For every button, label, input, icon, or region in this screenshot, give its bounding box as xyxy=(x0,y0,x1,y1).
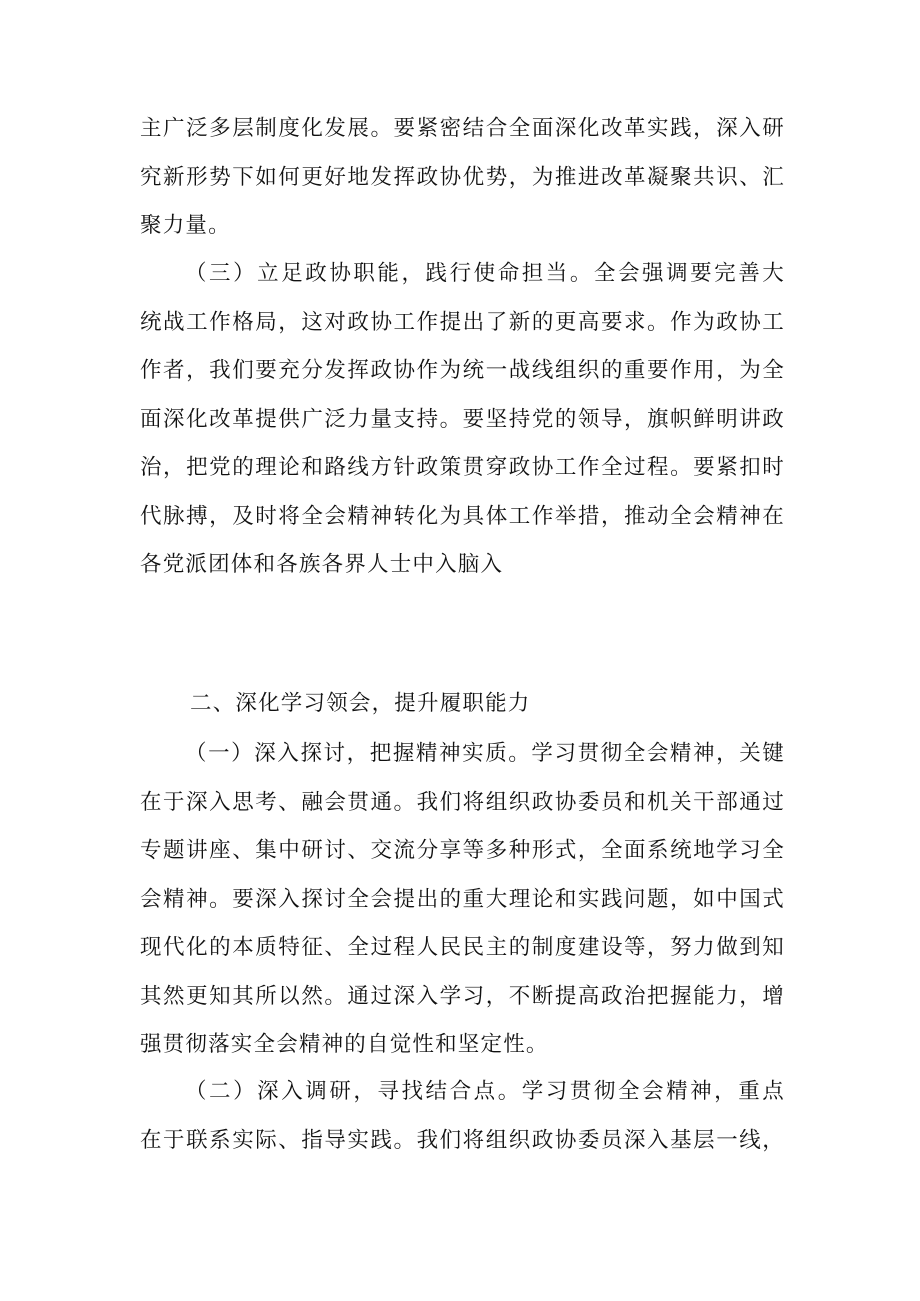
text-line: 主广泛多层制度化发展。要紧密结合全面深化改革实践，深入研 xyxy=(140,116,785,141)
text-line: 在于深入思考、融会贯通。我们将组织政协委员和机关干部通过 xyxy=(140,789,785,815)
paragraph-section-one xyxy=(140,730,785,1070)
text-line: 其然更知其所以然。通过深入学习，不断提高政治把握能力，增 xyxy=(140,983,785,1009)
paragraph-section-two xyxy=(140,1068,785,1165)
text-line: 聚力量。 xyxy=(140,213,231,238)
text-line: 在于联系实际、指导实践。我们将组织政协委员深入基层一线， xyxy=(140,1127,785,1153)
text-line: 强贯彻落实全会精神的自觉性和坚定性。 xyxy=(140,1032,549,1057)
text-line: （一）深入探讨，把握精神实质。学习贯彻全会精神，关键 xyxy=(185,741,785,766)
text-line: 究新形势下如何更好地发挥政协优势，为推进改革凝聚共识、汇 xyxy=(140,164,785,190)
text-line: 面深化改革提供广泛力量支持。要坚持党的领导，旗帜鲜明讲政 xyxy=(140,406,785,432)
text-line: 治，把党的理论和路线方针政策贯穿政协工作全过程。要紧扣时 xyxy=(140,455,785,480)
text-line: 现代化的本质特征、全过程人民民主的制度建设等，努力做到知 xyxy=(140,935,785,960)
text-line: 代脉搏，及时将全会精神转化为具体工作举措，推动全会精神在 xyxy=(140,503,785,529)
text-line: （二）深入调研，寻找结合点。学习贯彻全会精神，重点 xyxy=(185,1079,785,1104)
text-line: 统战工作格局，这对政协工作提出了新的更高要求。作为政协工 xyxy=(140,309,785,335)
text-line: 作者，我们要充分发挥政协作为统一战线组织的重要作用，为全 xyxy=(140,358,785,383)
text-line: 专题讲座、集中研讨、交流分享等多种形式，全面系统地学习全 xyxy=(140,838,785,863)
document-page: 主广泛多层制度化发展。要紧密结合全面深化改革实践，深入研 究新形势下如何更好地发挥政协优势，为推进改革凝聚共识、汇 聚力量。 （三）立足政协职能，践行使命担当。全会强调要完善大 统战工作格局，这对政协工作提出了新的更高要求。作为政协工 作者，我们要充分发挥政协作为统一战线组织的重要作用，为全 面深化改革提供广泛力量支持。要坚持党的领导，旗帜鲜明讲政 治，把党的理论和路线方针政策贯穿政协工作全过程。要紧扣时 代脉搏，及时将全会精神转化为具体工作举措，推动全会精神在 各党派团体和各族各界人士中入脑入 二、深化学习领会，提升履职能力 （一）深入探讨，把握精神实质。学习贯彻全会精神，关键 在于深入思考、融会贯通。我们将组织政协委员和机关干部通过 专题讲座、集中研讨、交流分享等多种形式，全面系统地学习全 会精神。要深入探讨全会提出的重大理论和实践问题，如中国式 现代化的本质特征、全过程人民民主的制度建设等，努力做到知 其然更知其所以然。通过深入学习，不断提高政治把握能力，增 强贯彻落实全会精神的自觉性和坚定性。 （二）深入调研，寻找结合点。学习贯彻全会精神，重点 在于联系实际、指导实践。我们将组织政协委员深入基层一线， xyxy=(0,0,920,1301)
paragraph-section-three xyxy=(140,250,785,590)
text-line: 会精神。要深入探讨全会提出的重大理论和实践问题，如中国式 xyxy=(140,886,785,912)
paragraph-continuation xyxy=(140,105,785,251)
text-line: （三）立足政协职能，践行使命担当。全会强调要完善大 xyxy=(185,261,785,286)
text-line: 各党派团体和各族各界人士中入脑入 xyxy=(140,552,504,577)
